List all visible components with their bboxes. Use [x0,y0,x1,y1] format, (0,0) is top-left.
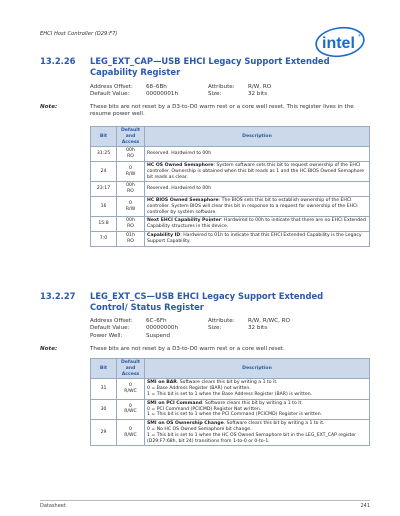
bit-cell: 30 [91,399,117,419]
field-name: Capability ID [147,232,181,238]
note [40,104,370,120]
default-value: 0 [129,403,132,409]
bit-cell: 31 [91,379,117,399]
default-access-cell [117,161,145,181]
register-fields [90,84,370,99]
field-value: 68–6Bh [146,84,167,90]
field-description: : The BIOS sets this bit to establish ownership of the EHCI controller. System BIOS will clear this bit in response to a request for ownership of the EHCI controller by system software. [147,197,358,215]
section-number: 13.2.27 [40,291,76,301]
access-type: R/W [125,206,136,212]
default-value: 0 [129,165,132,171]
bit-cell: 15:8 [91,217,117,232]
header-bit: Bit [91,127,117,147]
table-row [91,147,370,162]
default-value: 0 [129,383,132,389]
value-encoding: 0 = No HC OS Owned Semaphore bit change. [147,426,252,432]
header-default: Default and Access [117,359,145,379]
field-description: . Software clears this bit by writing a 1 to it. [176,380,278,386]
value-encoding: 0 = Base Address Register (BAR) not written. [147,386,251,392]
field-name: HC OS Owned Semaphore [147,162,214,168]
value-encoding: 1 = This bit is set to 1 when the Base Address Register (BAR) is written. [147,391,313,397]
default-access-cell [117,231,145,246]
description-cell [145,217,370,232]
bit-cell: 7:0 [91,231,117,246]
svg-text:®: ® [358,33,361,38]
default-access-cell [117,420,145,446]
field-name: SMI on OS Ownership Change [147,421,224,427]
field-value: R/W, RO [248,84,272,90]
access-type: RO [127,189,134,195]
note-text: These bits are not reset by a D3-to-D0 warm rest or a core well reset. This register lives in the resume power well. [90,104,354,118]
running-header: EHCI Host Controller (D29:F7) [40,31,118,37]
description-cell [145,147,370,162]
field-description: : System software sets this bit to request ownership of the EHCI controller. Ownership is obtained when this bit reads as 1 and the HC BIOS Owned Semaphore bit reads as clear. [147,162,365,180]
default-value: 00h [126,183,135,189]
section-number: 13.2.26 [40,56,76,66]
register-table-leg-ext-cap [90,126,370,247]
field-value: R/W, R/WC, RO [248,318,290,324]
table-row [91,196,370,216]
bit-cell: 24 [91,161,117,181]
field-value: 32 bits [248,91,268,98]
access-type: R/WC [124,389,137,395]
table-row [91,420,370,446]
table-row [91,379,370,399]
bit-cell: 23:17 [91,182,117,197]
bit-cell: 16 [91,196,117,216]
field-label: Default Value: [90,325,130,332]
header-bit: Bit [91,359,117,379]
header-description: Description [145,127,370,147]
description-cell [145,379,370,399]
field-label: Address Offset: [90,318,133,324]
access-type: RO [127,238,134,244]
default-access-cell [117,147,145,162]
section-heading: LEG_EXT_CS—USB EHCI Legacy Support Extended [90,291,324,301]
field-description: : Hardwired to 01h to indicate that this EHCI Extended Capability is the Legacy Support Capability. [147,232,362,244]
field-label: Default Value: [90,91,130,98]
note-text: These bits are not reset by a D3-to-D0 warm rest or a core well reset. [90,346,285,352]
table-row [91,161,370,181]
description-cell [145,161,370,181]
field-description: Reserved. Hardwired to 00h [147,186,212,192]
default-value: 00h [126,148,135,154]
section-title-leg-ext-cap [40,56,370,78]
default-access-cell [117,399,145,419]
header-description: Description [145,359,370,379]
field-label: Attribute: [208,84,235,90]
description-cell [145,420,370,446]
section-heading-cont: Capability Register [90,67,181,77]
note-label: Note: [40,104,58,110]
default-value: 01h [126,232,135,238]
description-cell [145,399,370,419]
section-heading: LEG_EXT_CAP—USB EHCI Legacy Support Extended [90,56,330,66]
table-row [91,182,370,197]
table-row [91,231,370,246]
bit-cell: 31:25 [91,147,117,162]
value-encoding: 1 = This bit is set to 1 when the HC OS Owned Semaphore bit in the LEG_EXT_CAP register (D29:F7:68h, bit 24) transitions from 1-to-0 or 0-to-1. [147,432,357,444]
field-description: Reserved. Hardwired to 00h [147,151,212,157]
field-value: 32 bits [248,325,268,332]
description-cell [145,196,370,216]
table-row [91,217,370,232]
section-heading-cont: Control/ Status Register [90,302,204,312]
bit-cell: 29 [91,420,117,446]
field-label: Address Offset: [90,84,133,90]
default-value: 00h [126,218,135,224]
default-access-cell [117,379,145,399]
value-encoding: 1 = This bit is set to 1 when the PCI Command (PCICMD) Register is written. [147,412,323,418]
default-access-cell [117,182,145,197]
field-label: Attribute: [208,318,235,324]
access-type: R/WC [124,432,137,438]
field-description: . Software clears this bit by writing a 1 to it. [223,421,325,427]
field-name: SMI on BAR [147,380,177,386]
value-encoding: 0 = PCI Command (PCICMD) Register Not written. [147,406,262,412]
field-value: 00000000h [146,325,179,332]
footer-doc-name: Datasheet [40,503,66,509]
section-title-leg-ext-cs [40,291,370,313]
description-cell [145,182,370,197]
default-access-cell [117,217,145,232]
field-value: Suspend [146,332,171,339]
field-label: Size: [208,91,222,98]
footer-rule [40,500,370,501]
default-value: 0 [129,200,132,206]
register-table-leg-ext-cs [90,358,370,446]
note [40,346,370,354]
access-type: RO [127,154,134,160]
register-fields [90,318,370,340]
default-value: 0 [129,426,132,432]
description-cell [145,231,370,246]
field-value: 6C–6Fh [146,318,167,324]
field-description: . Software clears this bit by writing a 1 to it. [202,400,303,406]
field-name: HC BIOS Owned Semaphore [147,197,219,203]
footer-page-number: 241 [360,503,370,509]
default-access-cell [117,196,145,216]
field-label: Size: [208,325,222,332]
note-label: Note: [40,346,58,352]
field-description: : Hardwired to 00h to indicate that there are no EHCI Extended Capability structures in this device. [147,218,366,230]
field-name: Next EHCI Capability Pointer [147,218,221,224]
header-default: Default and Access [117,127,145,147]
svg-text:intel: intel [322,35,355,52]
field-name: SMI on PCI Command [147,400,203,406]
access-type: R/WC [124,409,137,415]
field-value: 00000001h [146,91,179,98]
field-label: Power Well: [90,332,123,339]
access-type: RO [127,224,134,230]
access-type: R/W [125,171,136,177]
table-row [91,399,370,419]
